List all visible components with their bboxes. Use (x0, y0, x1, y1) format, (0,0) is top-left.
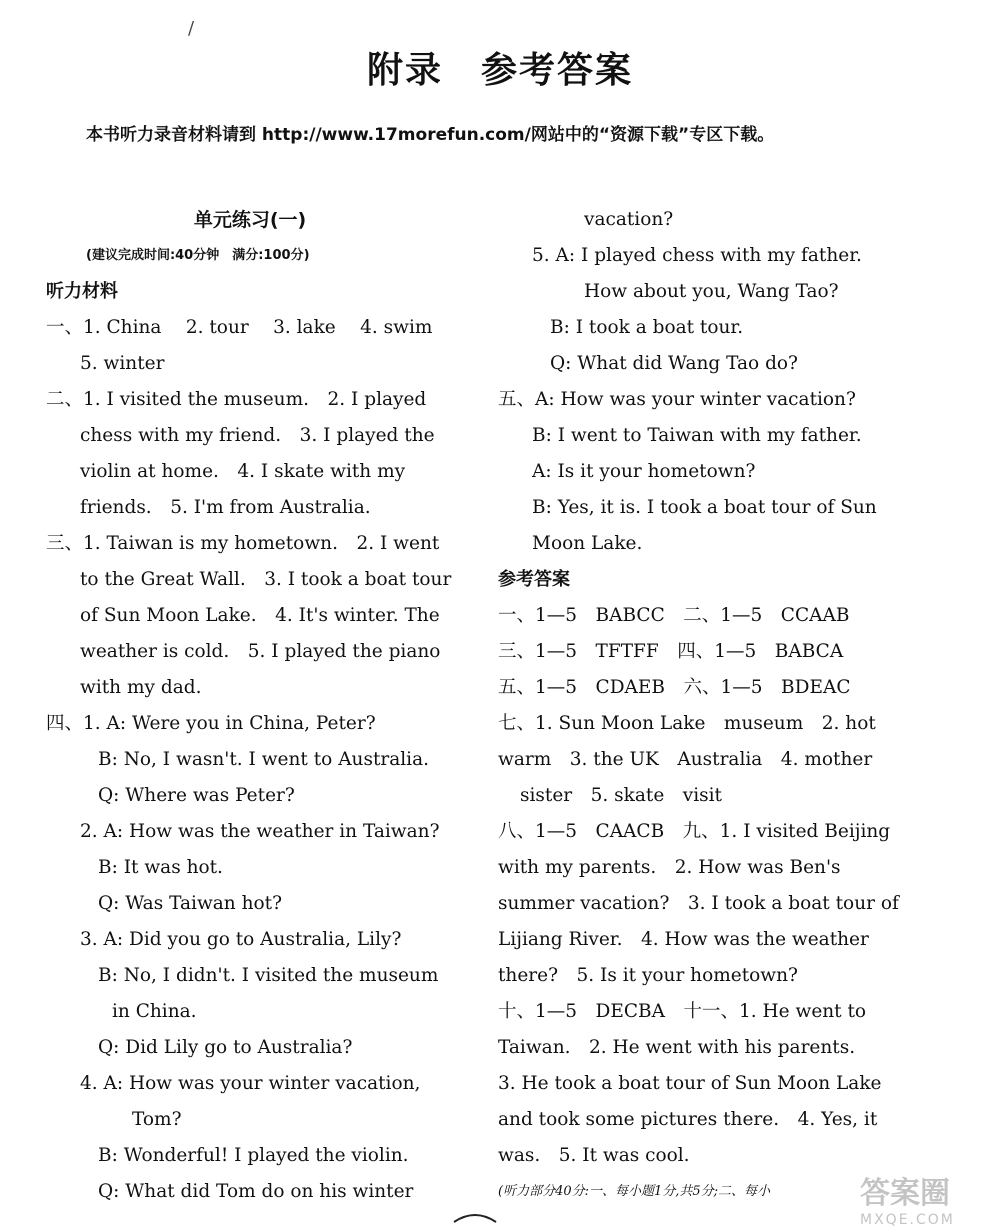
text-line: summer vacation? 3. I took a boat tour of (498, 893, 899, 914)
text-line: friends. 5. I'm from Australia. (80, 497, 371, 518)
download-notice: 本书听力录音材料请到 http://www.17morefun.com/网站中的“资源下载”专区下载。 (86, 125, 775, 145)
text-line: 三、1—5 TFTFF 四、1—5 BABCA (498, 641, 844, 662)
text-line: 三、1. Taiwan is my hometown. 2. I went (46, 533, 440, 554)
text-line: B: It was hot. (98, 857, 223, 878)
text-line: 3. He took a boat tour of Sun Moon Lake (498, 1073, 882, 1094)
text-line: warm 3. the UK Australia 4. mother (498, 749, 873, 770)
text-line: there? 5. Is it your hometown? (498, 965, 798, 986)
text-line: 十、1—5 DECBA 十一、1. He went to (498, 1001, 867, 1022)
text-line: and took some pictures there. 4. Yes, it (498, 1109, 878, 1130)
text-line: Q: What did Wang Tao do? (550, 353, 798, 374)
text-line: 七、1. Sun Moon Lake museum 2. hot (498, 713, 876, 734)
text-line: B: Yes, it is. I took a boat tour of Sun (532, 497, 877, 518)
text-line: How about you, Wang Tao? (584, 281, 839, 302)
text-line: 5. A: I played chess with my father. (532, 245, 862, 266)
text-line: Lijiang River. 4. How was the weather (498, 929, 869, 950)
text-line: B: No, I didn't. I visited the museum (98, 965, 439, 986)
watermark-logo: 答案圈 MXQE.COM (860, 1176, 955, 1228)
text-line: 单元练习(一) (193, 209, 307, 231)
text-line: 五、A: How was your winter vacation? (498, 389, 856, 410)
text-line: 2. A: How was the weather in Taiwan? (80, 821, 440, 842)
text-line: with my dad. (80, 677, 202, 698)
text-line: 一、1—5 BABCC 二、1—5 CCAAB (498, 605, 850, 626)
text-line: Moon Lake. (532, 533, 643, 554)
text-line: to the Great Wall. 3. I took a boat tour (80, 569, 452, 590)
text-line: Taiwan. 2. He went with his parents. (498, 1037, 856, 1058)
text-line: 3. A: Did you go to Australia, Lily? (80, 929, 402, 950)
text-line: (听力部分40分:一、每小题1分,共5分;二、每小 (498, 1184, 771, 1199)
text-line: vacation? (584, 209, 674, 230)
text-line: weather is cold. 5. I played the piano (80, 641, 441, 662)
text-line: Q: Did Lily go to Australia? (98, 1037, 353, 1058)
pencil-mark: / (188, 18, 195, 39)
text-line: B: I took a boat tour. (550, 317, 744, 338)
text-line: Q: Where was Peter? (98, 785, 295, 806)
text-line: 参考答案 (498, 569, 570, 590)
text-line: was. 5. It was cool. (498, 1145, 690, 1166)
text-line: violin at home. 4. I skate with my (80, 461, 406, 482)
text-line: 听力材料 (46, 281, 118, 302)
text-line: (建议完成时间:40分钟 满分:100分) (86, 248, 310, 263)
right-column (498, 202, 902, 1210)
text-line: B: Wonderful! I played the violin. (98, 1145, 409, 1166)
text-line: chess with my friend. 3. I played the (80, 425, 435, 446)
text-line: sister 5. skate visit (520, 785, 722, 806)
text-line: 4. A: How was your winter vacation, (80, 1073, 421, 1094)
text-line: B: No, I wasn't. I went to Australia. (98, 749, 430, 770)
page-curve-mark (450, 1206, 500, 1226)
text-line: in China. (112, 1001, 197, 1022)
text-line: 5. winter (80, 353, 165, 374)
text-line: B: I went to Taiwan with my father. (532, 425, 862, 446)
text-line: with my parents. 2. How was Ben's (498, 857, 841, 878)
left-column (46, 202, 454, 1210)
text-line: 八、1—5 CAACB 九、1. I visited Beijing (498, 821, 891, 842)
text-line: 一、1. China 2. tour 3. lake 4. swim (46, 317, 433, 338)
text-line: of Sun Moon Lake. 4. It's winter. The (80, 605, 440, 626)
text-line: 四、1. A: Were you in China, Peter? (46, 713, 376, 734)
text-line: Tom? (132, 1109, 182, 1130)
text-line: A: Is it your hometown? (532, 461, 756, 482)
page-title: 附录 参考答案 (366, 50, 633, 91)
text-line: Q: What did Tom do on his winter (98, 1181, 414, 1202)
text-line: 二、1. I visited the museum. 2. I played (46, 389, 427, 410)
text-line: Q: Was Taiwan hot? (98, 893, 283, 914)
text-line: 五、1—5 CDAEB 六、1—5 BDEAC (498, 677, 851, 698)
